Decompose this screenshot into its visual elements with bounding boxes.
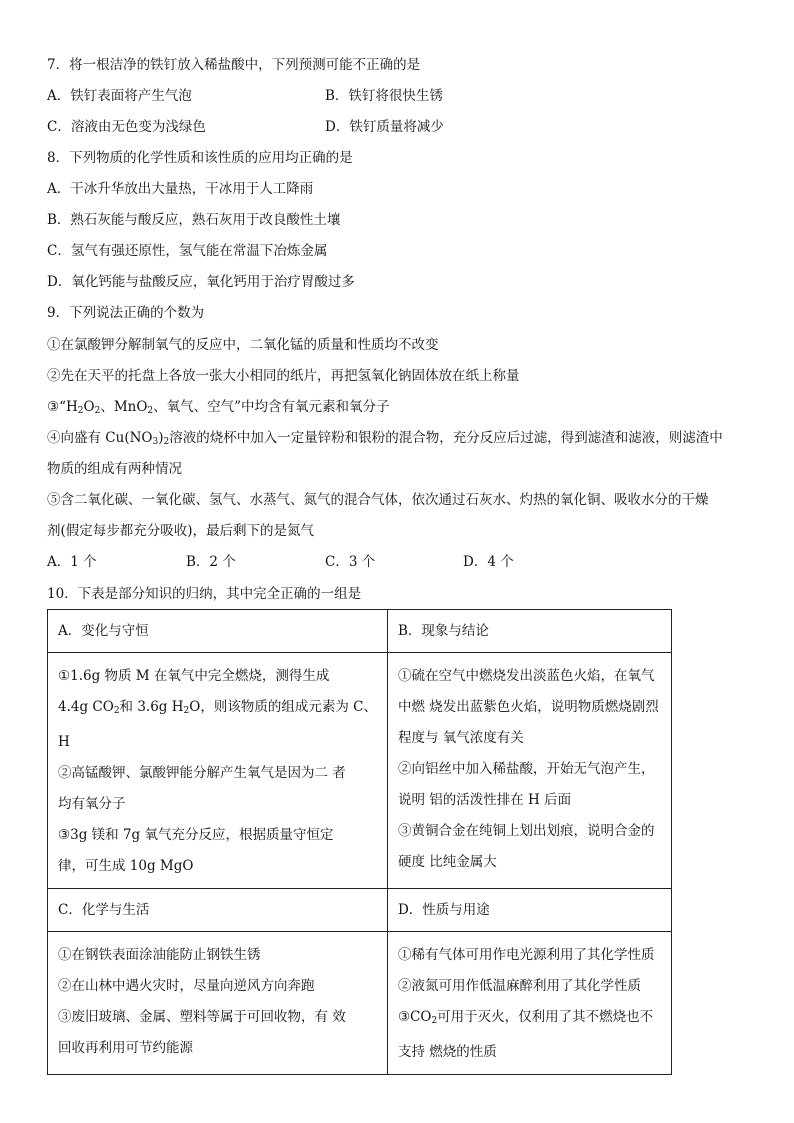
q8-option-d: D．氧化钙能与盐酸反应，氧化钙用于治疗胃酸过多 [47, 274, 355, 290]
q7-option-d: D．铁钉质量将减少 [325, 119, 444, 135]
cell-c-body: ①在钢铁表面涂油能防止钢铁生锈 ②在山林中遇火灾时，尽量向逆风方向奔跑 ③废旧玻璃、金属、塑料等属于可回收物，有 效 回收再利用可节约能源 [48, 932, 388, 1075]
q9-statement-5: ⑤含二氧化碳、一氧化碳、氢气、水蒸气、氮气的混合气体，依次通过石灰水、灼热的氧化铜、吸收水分的干燥 [47, 492, 709, 508]
q9-statement-5-cont: 剂(假定每步都充分吸收)，最后剩下的是氮气 [47, 523, 315, 539]
cell-a-header: A．变化与守恒 [48, 610, 388, 653]
cell-c-header: C．化学与生活 [48, 889, 388, 932]
q9-option-a: A．1 个 [47, 554, 97, 570]
q9-statement-4-cont: 物质的组成有两种情况 [47, 461, 182, 477]
cell-d-header: D．性质与用途 [387, 889, 671, 932]
q7-option-c: C．溶液由无色变为浅绿色 [47, 119, 206, 135]
q9-statement-3: $③“H_2O_2$、MnO$_2$、氧气、空气”中均含有氧元素和氧分子 [47, 399, 390, 416]
q7-stem: 7．将一根洁净的铁钉放入稀盐酸中，下列预测可能不正确的是 [47, 57, 421, 73]
q8-option-b: B．熟石灰能与酸反应，熟石灰用于改良酸性土壤 [47, 212, 341, 228]
q8-stem: 8．下列物质的化学性质和该性质的应用均正确的是 [47, 150, 353, 166]
q9-option-d: D．4 个 [463, 554, 514, 570]
q7-option-b: B．铁钉将很快生锈 [325, 88, 443, 104]
q9-statement-4: ④向盛有 $Cu(NO_3)_2$溶液的烧杯中加入一定量锌粉和银粉的混合物，充分反应后过滤，得到滤渣和滤液，则滤渣中 [47, 430, 723, 447]
q9-stem: 9．下列说法正确的个数为 [47, 305, 205, 321]
cell-a-body: ①1.6g 物质 M 在氧气中完全燃烧，测得生成 4.4g $CO_2$和 3.6g $H_2O$，则该物质的组成元素为 C、 H ②高锰酸钾、氯酸钾能分解产生氧气是因为二 者 均有氧分子 ③3g 镁和 7g 氧气充分反应，根据质量守恒定 律，可生成 10g MgO [48, 653, 388, 889]
cell-b-body: ①硫在空气中燃烧发出淡蓝色火焰，在氧气 中燃 烧发出蓝紫色火焰，说明物质燃烧剧烈 程度与 氧气浓度有关 ②向铝丝中加入稀盐酸，开始无气泡产生， 说明 铝的活泼性排在 H 后面 ③黄铜合金在纯铜上划出划痕，说明合金的 硬度 比纯金属大 [387, 653, 671, 889]
knowledge-table [47, 609, 672, 1075]
q7-option-a: A．铁钉表面将产生气泡 [47, 88, 192, 104]
q8-option-a: A．干冰升华放出大量热，干冰用于人工降雨 [47, 181, 314, 197]
q9-option-b: B．2 个 [186, 554, 236, 570]
cell-b-header: B．现象与结论 [387, 610, 671, 653]
q8-option-c: C．氢气有强还原性，氢气能在常温下冶炼金属 [47, 243, 328, 259]
q10-stem: 10．下表是部分知识的归纳，其中完全正确的一组是 [47, 586, 362, 602]
q9-statement-1: ①在氯酸钾分解制氧气的反应中，二氧化锰的质量和性质均不改变 [47, 337, 439, 353]
q9-option-c: C．3 个 [325, 554, 376, 570]
q9-statement-2: ②先在天平的托盘上各放一张大小相同的纸片，再把氢氧化钠固体放在纸上称量 [47, 368, 520, 384]
cell-d-body: ①稀有气体可用作电光源利用了其化学性质 ②液氮可用作低温麻醉利用了其化学性质 $③CO_2$可用于灭火，仅利用了其不燃烧也不 支持 燃烧的性质 [387, 932, 671, 1075]
